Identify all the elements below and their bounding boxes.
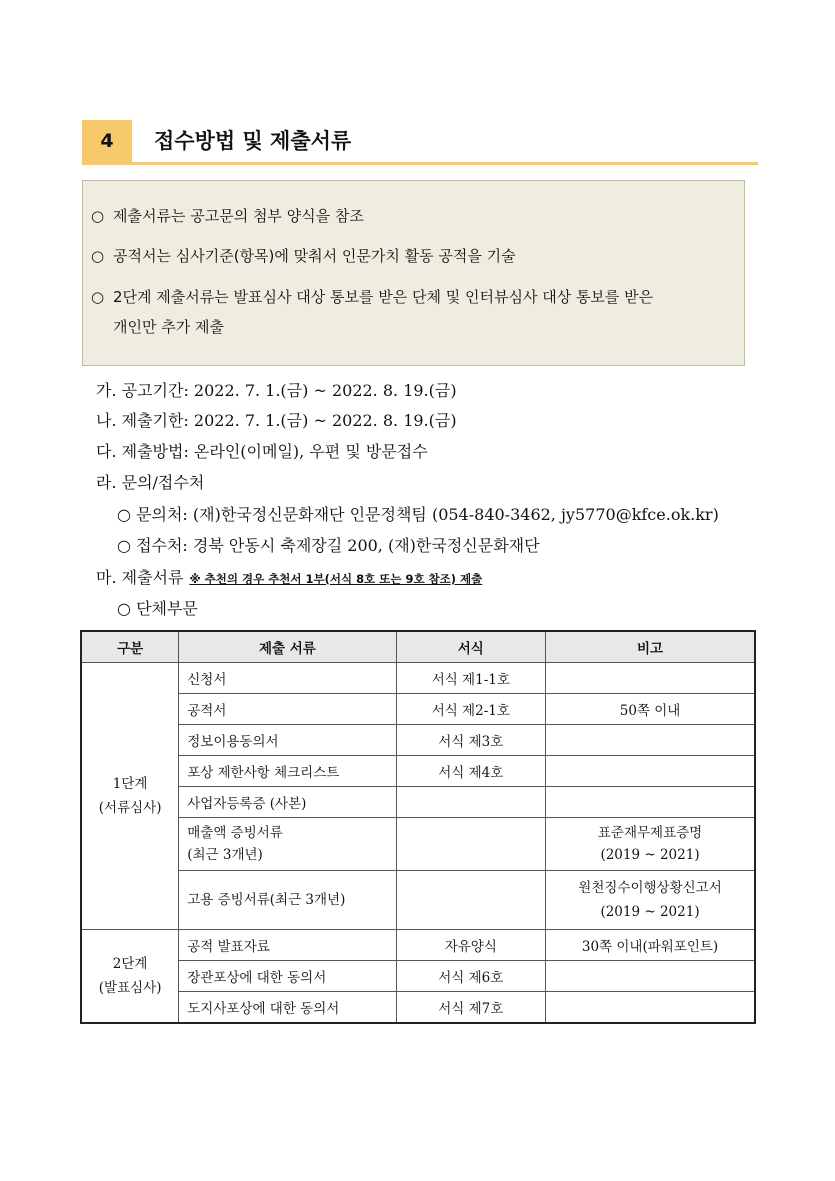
header-form: 서식	[396, 631, 546, 663]
header-category: 구분	[81, 631, 179, 663]
info-docs	[96, 565, 482, 592]
info-category: ○ 단체부문	[117, 599, 198, 618]
info-contact: ○ 문의처: (재)한국정신문화재단 인문정책팀 (054-840-3462, jy5770@kfce.ok.kr)	[117, 505, 719, 524]
table-row: 2단계 (발표심사) 공적 발표자료 자유양식 30쪽 이내(파워포인트)	[81, 930, 755, 961]
table-row: 사업자등록증 (사본)	[81, 787, 755, 818]
table-row: 고용 증빙서류(최근 3개년) 원천징수이행상황신고서 (2019 ~ 2021)	[81, 871, 755, 930]
section-number: 4	[82, 120, 132, 162]
table-row: 정보이용동의서 서식 제3호	[81, 725, 755, 756]
notice-item: ○ 공적서는 심사기준(항목)에 맞춰서 인문가치 활동 공적을 기술	[91, 241, 516, 271]
table-header-row	[81, 631, 755, 663]
table-row: 포상 제한사항 체크리스트 서식 제4호	[81, 756, 755, 787]
stage2-cell: 2단계 (발표심사)	[81, 930, 179, 1024]
header-note: 비고	[546, 631, 755, 663]
circle-bullet-icon: ○	[91, 247, 105, 265]
circle-bullet-icon: ○	[91, 207, 105, 225]
header-document: 제출 서류	[179, 631, 396, 663]
notice-item: ○ 제출서류는 공고문의 첨부 양식을 참조	[91, 201, 364, 231]
info-method: 다. 제출방법: 온라인(이메일), 우편 및 방문접수	[96, 442, 428, 461]
table-row: 도지사포상에 대한 동의서 서식 제7호	[81, 992, 755, 1024]
notice-box	[82, 180, 745, 366]
circle-bullet-icon: ○	[117, 505, 131, 524]
table-row: 공적서 서식 제2-1호 50쪽 이내	[81, 694, 755, 725]
section-title: 접수방법 및 제출서류	[154, 129, 352, 153]
documents-table	[80, 630, 756, 1024]
table-row: 1단계 (서류심사) 신청서 서식 제1-1호	[81, 663, 755, 694]
stage1-cell: 1단계 (서류심사)	[81, 663, 179, 930]
circle-bullet-icon: ○	[117, 536, 131, 555]
section-header	[82, 120, 758, 164]
info-period: 가. 공고기간: 2022. 7. 1.(금) ~ 2022. 8. 19.(금)	[96, 381, 457, 400]
info-reception: ○ 접수처: 경북 안동시 축제장길 200, (재)한국정신문화재단	[117, 536, 540, 555]
notice-item-continuation: 개인만 추가 제출	[113, 318, 224, 336]
circle-bullet-icon: ○	[91, 288, 105, 306]
table-row: 장관포상에 대한 동의서 서식 제6호	[81, 961, 755, 992]
info-contact-title: 라. 문의/접수처	[96, 473, 205, 492]
info-docs-title: 마. 제출서류	[96, 568, 184, 587]
recommendation-note: ※ 추천의 경우 추천서 1부(서식 8호 또는 9호 참조) 제출	[189, 572, 483, 586]
circle-bullet-icon: ○	[117, 599, 131, 618]
notice-item: ○ 2단계 제출서류는 발표심사 대상 통보를 받은 단체 및 인터뷰심사 대상 통보를 받은	[91, 282, 653, 312]
info-deadline: 나. 제출기한: 2022. 7. 1.(금) ~ 2022. 8. 19.(금)	[96, 411, 457, 430]
table-row: 매출액 증빙서류 (최근 3개년) 표준재무제표증명 (2019 ~ 2021)	[81, 818, 755, 871]
section-divider	[82, 162, 758, 165]
